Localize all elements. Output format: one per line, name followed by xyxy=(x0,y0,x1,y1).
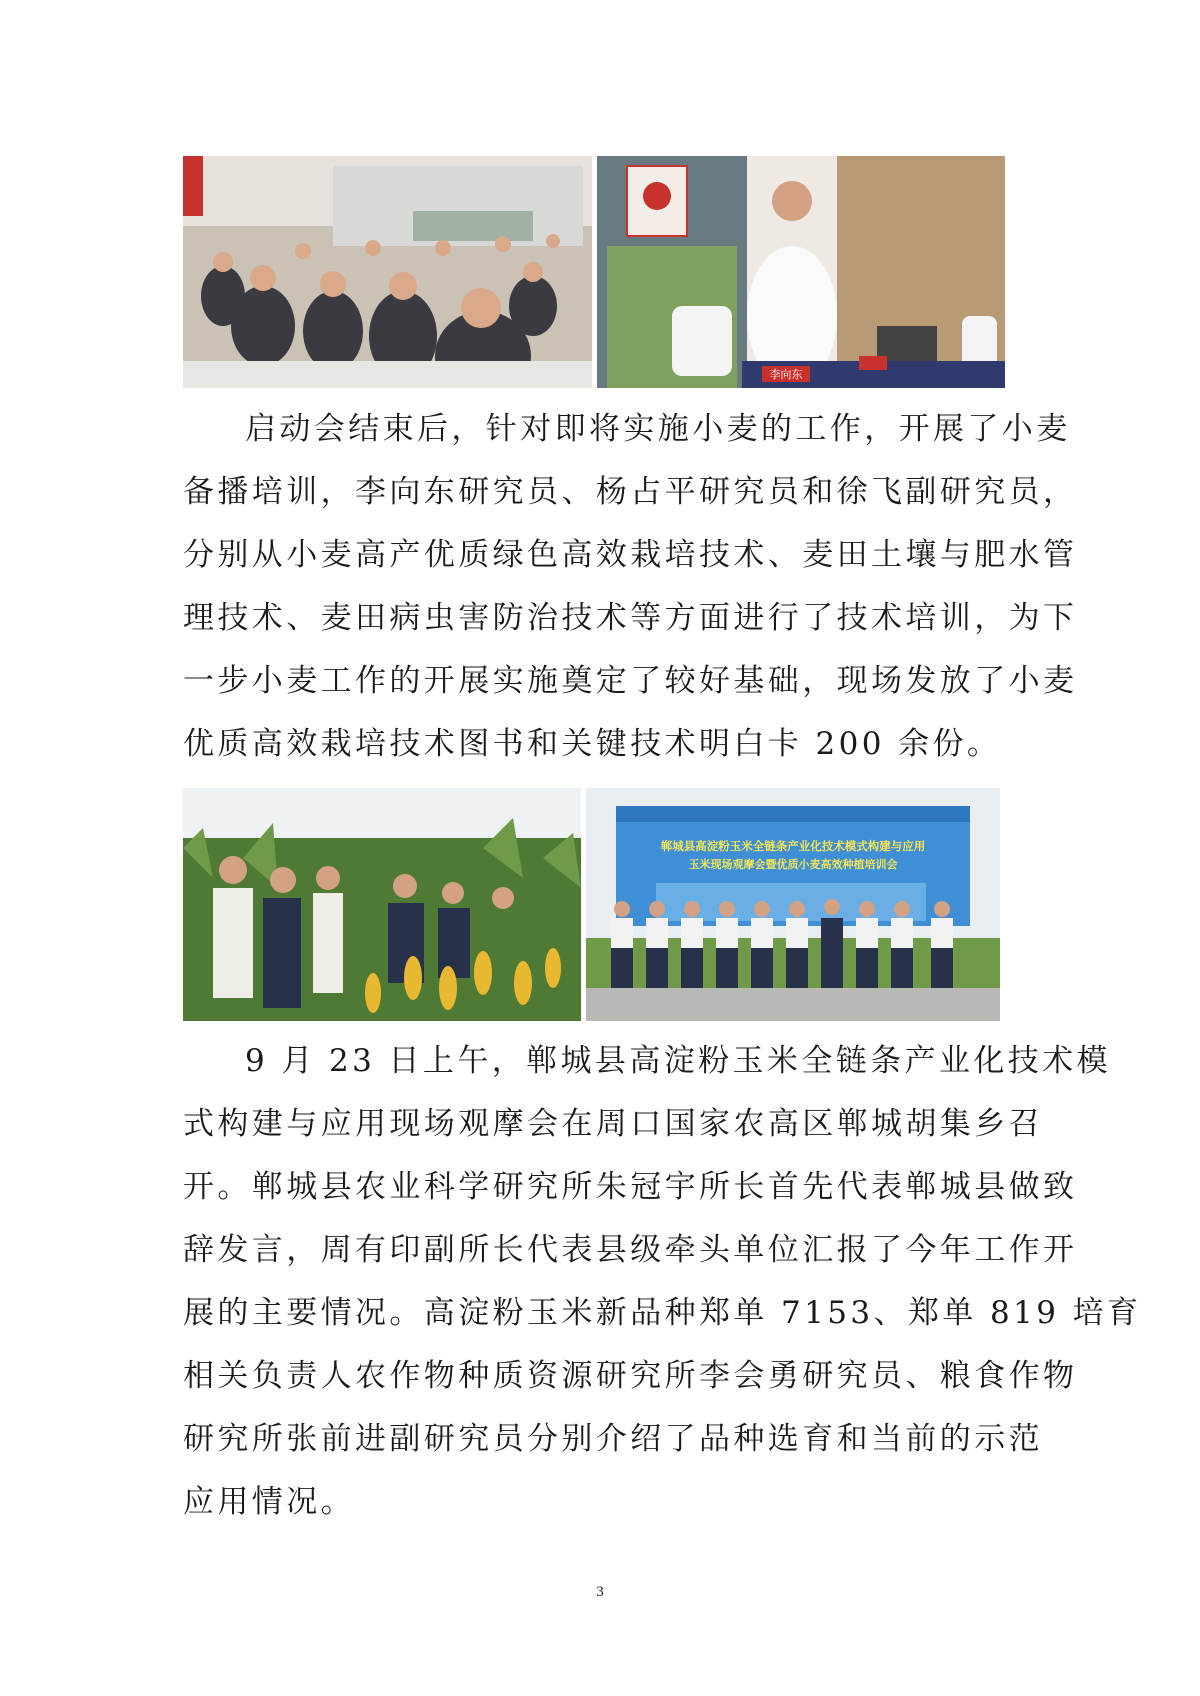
text-line: 备播培训，李向东研究员、杨占平研究员和徐飞副研究员， xyxy=(183,474,1078,510)
text-line: 分别从小麦高产优质绿色高效栽培技术、麦田土壤与肥水管 xyxy=(183,537,1078,573)
paragraph-field-observation xyxy=(183,1030,1142,1534)
text-line: 9 月 23 日上午，郸城县高淀粉玉米全链条产业化技术模 xyxy=(245,1043,1111,1079)
text-line: 应用情况。 xyxy=(183,1484,355,1520)
text-line: 辞发言，周有印副所长代表县级牵头单位汇报了今年工作开 xyxy=(183,1232,1078,1268)
text-line: 优质高效栽培技术图书和关键技术明白卡 200 余份。 xyxy=(183,726,1002,762)
speaker-nameplate: 李向东 xyxy=(769,368,803,381)
field-ceremony-photo xyxy=(586,788,1000,1021)
corn-field-photo xyxy=(183,788,581,1021)
page-number: 3 xyxy=(596,1584,604,1600)
speaker-photo xyxy=(597,156,1005,388)
text-line: 展的主要情况。高淀粉玉米新品种郑单 7153、郑单 819 培育 xyxy=(183,1295,1142,1331)
paragraph-wheat-training xyxy=(183,398,1078,776)
meeting-room-photo xyxy=(183,156,592,388)
text-line: 开。郸城县农业科学研究所朱冠宇所长首先代表郸城县做致 xyxy=(183,1169,1078,1205)
bottom-photo-row xyxy=(183,788,1000,1021)
text-line: 研究所张前进副研究员分别介绍了品种选育和当前的示范 xyxy=(183,1421,1043,1457)
text-line: 相关负责人农作物种质资源研究所李会勇研究员、粮食作物 xyxy=(183,1358,1078,1394)
top-photo-row xyxy=(183,156,1005,388)
banner-title-line2: 玉米现场观摩会暨优质小麦高效种植培训会 xyxy=(688,858,898,871)
text-line: 式构建与应用现场观摩会在周口国家农高区郸城胡集乡召 xyxy=(183,1106,1043,1142)
text-line: 理技术、麦田病虫害防治技术等方面进行了技术培训，为下 xyxy=(183,600,1078,636)
text-line: 一步小麦工作的开展实施奠定了较好基础，现场发放了小麦 xyxy=(183,663,1078,699)
text-line: 启动会结束后，针对即将实施小麦的工作，开展了小麦 xyxy=(245,411,1071,447)
banner-title-line1: 郸城县高淀粉玉米全链条产业化技术模式构建与应用 xyxy=(660,839,926,853)
